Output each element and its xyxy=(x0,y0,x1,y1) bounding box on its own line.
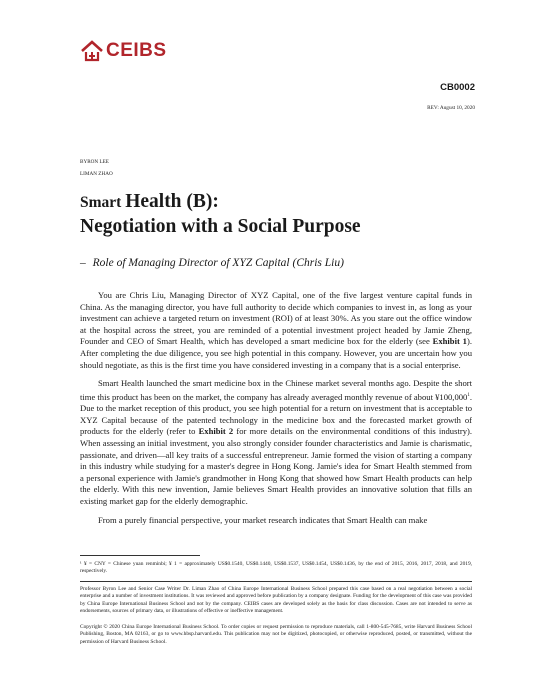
subtitle-text: Role of Managing Director of XYZ Capital (Chris Liu) xyxy=(92,257,344,269)
author-name: BYRON LEE xyxy=(80,159,109,165)
authors xyxy=(80,156,113,180)
paragraph xyxy=(80,290,472,371)
page-title xyxy=(80,190,361,239)
text-span: You are Chris Liu, Managing Director of XYZ Capital, one of the five largest venture capital funds in China. As the managing director, you have full authority to decide which companies to invest in, as long as your investment can achieve a targeted return on investment (ROI) of at least 30%. As you stare out the office window at the hospital across the street, you are reminded of a potential investment project headed by Jamie Zheng, Founder and CEO of Smart Health, which has developed a smart medicine box for the elderly (see xyxy=(80,290,472,347)
ceibs-logo xyxy=(80,38,167,64)
author-name: LIMAN ZHAO xyxy=(80,171,113,177)
body-text xyxy=(80,290,472,533)
footnote-marker: 1 xyxy=(467,392,470,398)
text-span: From a purely financial perspective, your market research indicates that Smart Health can make xyxy=(98,514,428,525)
footnote-divider xyxy=(80,555,200,556)
case-notice: Professor Byron Lee and Senior Case Writer Dr. Liman Zhao of China Europe International Business School prepared this case based on a real negotiation between a social enterprise and a number of investment institutions. It was reviewed and approved before publication by a company designate. Funding for the development of this case was provided by China Europe International Business School and not by the company. CEIBS cases are developed solely as the basis for class discussion. Cases are not intended to serve as endorsements, sources of primary data, or illustrations of effective or ineffective management. xyxy=(80,586,472,615)
exhibit-reference: Exhibit 1 xyxy=(432,336,467,347)
text-span: ). After completing the due diligence, you see high potential in this company. However, you are uncertain how you should negotiate, as this is the first time you have considered investing in a company that is a social enterprise. xyxy=(80,336,472,370)
title-line1: Health (B): xyxy=(125,191,219,212)
copyright-notice: Copyright © 2020 China Europe International Business School. To order copies or request permission to reproduce materials, call 1-800-545-7685, write Harvard Business School Publishing, Boston, MA 02163, or go to www.hbsp.harvard.edu. This publication may not be digitized, photocopied, or otherwise reproduced, posted, or transmitted, without the permission of Harvard Business School. xyxy=(80,624,472,645)
exhibit-reference: Exhibit 2 xyxy=(198,426,234,437)
title-small-word: Smart xyxy=(80,194,126,211)
title-line2: Negotiation with a Social Purpose xyxy=(80,216,361,237)
subtitle xyxy=(80,257,344,269)
text-span: for more details on the environmental conditions of this industry). When assessing an initial investment, you also strongly consider founder characteristics and Jamie is charismatic, passionate, and driven—all key traits of a successful entrepreneur. Jamie formed the vision of starting a company in this industry while studying for a master's degree in Hong Kong. Jamie's idea for Smart Health stemmed from a personal experience with Jamie's grandmother in Hong Kong that showed how Smart Health products can help the elderly. With this new invention, Jamie believes Smart Health provides an innovative solution that fills an existing market gap for the elderly demographic. xyxy=(80,426,472,506)
footnote: ¹ ¥ = CNY = Chinese yuan renminbi; ¥ 1 = approximately US$0.1540, US$0.1440, US$0.1537, US$0.1454, US$0.1436, by the end of 2015, 2016, 2017, 2018, and 2019, respectively. xyxy=(80,561,472,575)
text-span: . Due to the market reception of this product, you see high potential for a return on investment that is acceptable to XYZ Capital because of the patented technology in the medicine box and the forecasted market growth of products for the elderly (refer to xyxy=(80,391,472,437)
notice-divider xyxy=(80,581,472,582)
text-span: Smart Health launched the smart medicine box in the Chinese market several months ago. Despite the short time this product has been on the market, the company has already averaged monthly revenue of about ¥100,000 xyxy=(80,378,472,402)
revision-date: REV: August 10, 2020 xyxy=(427,105,475,111)
case-number: CB0002 xyxy=(440,82,475,93)
ceibs-emblem-icon xyxy=(80,39,104,63)
paragraph xyxy=(80,378,472,507)
subtitle-dash: – xyxy=(80,257,86,269)
paragraph xyxy=(80,515,472,527)
logo-text: CEIBS xyxy=(106,40,167,61)
